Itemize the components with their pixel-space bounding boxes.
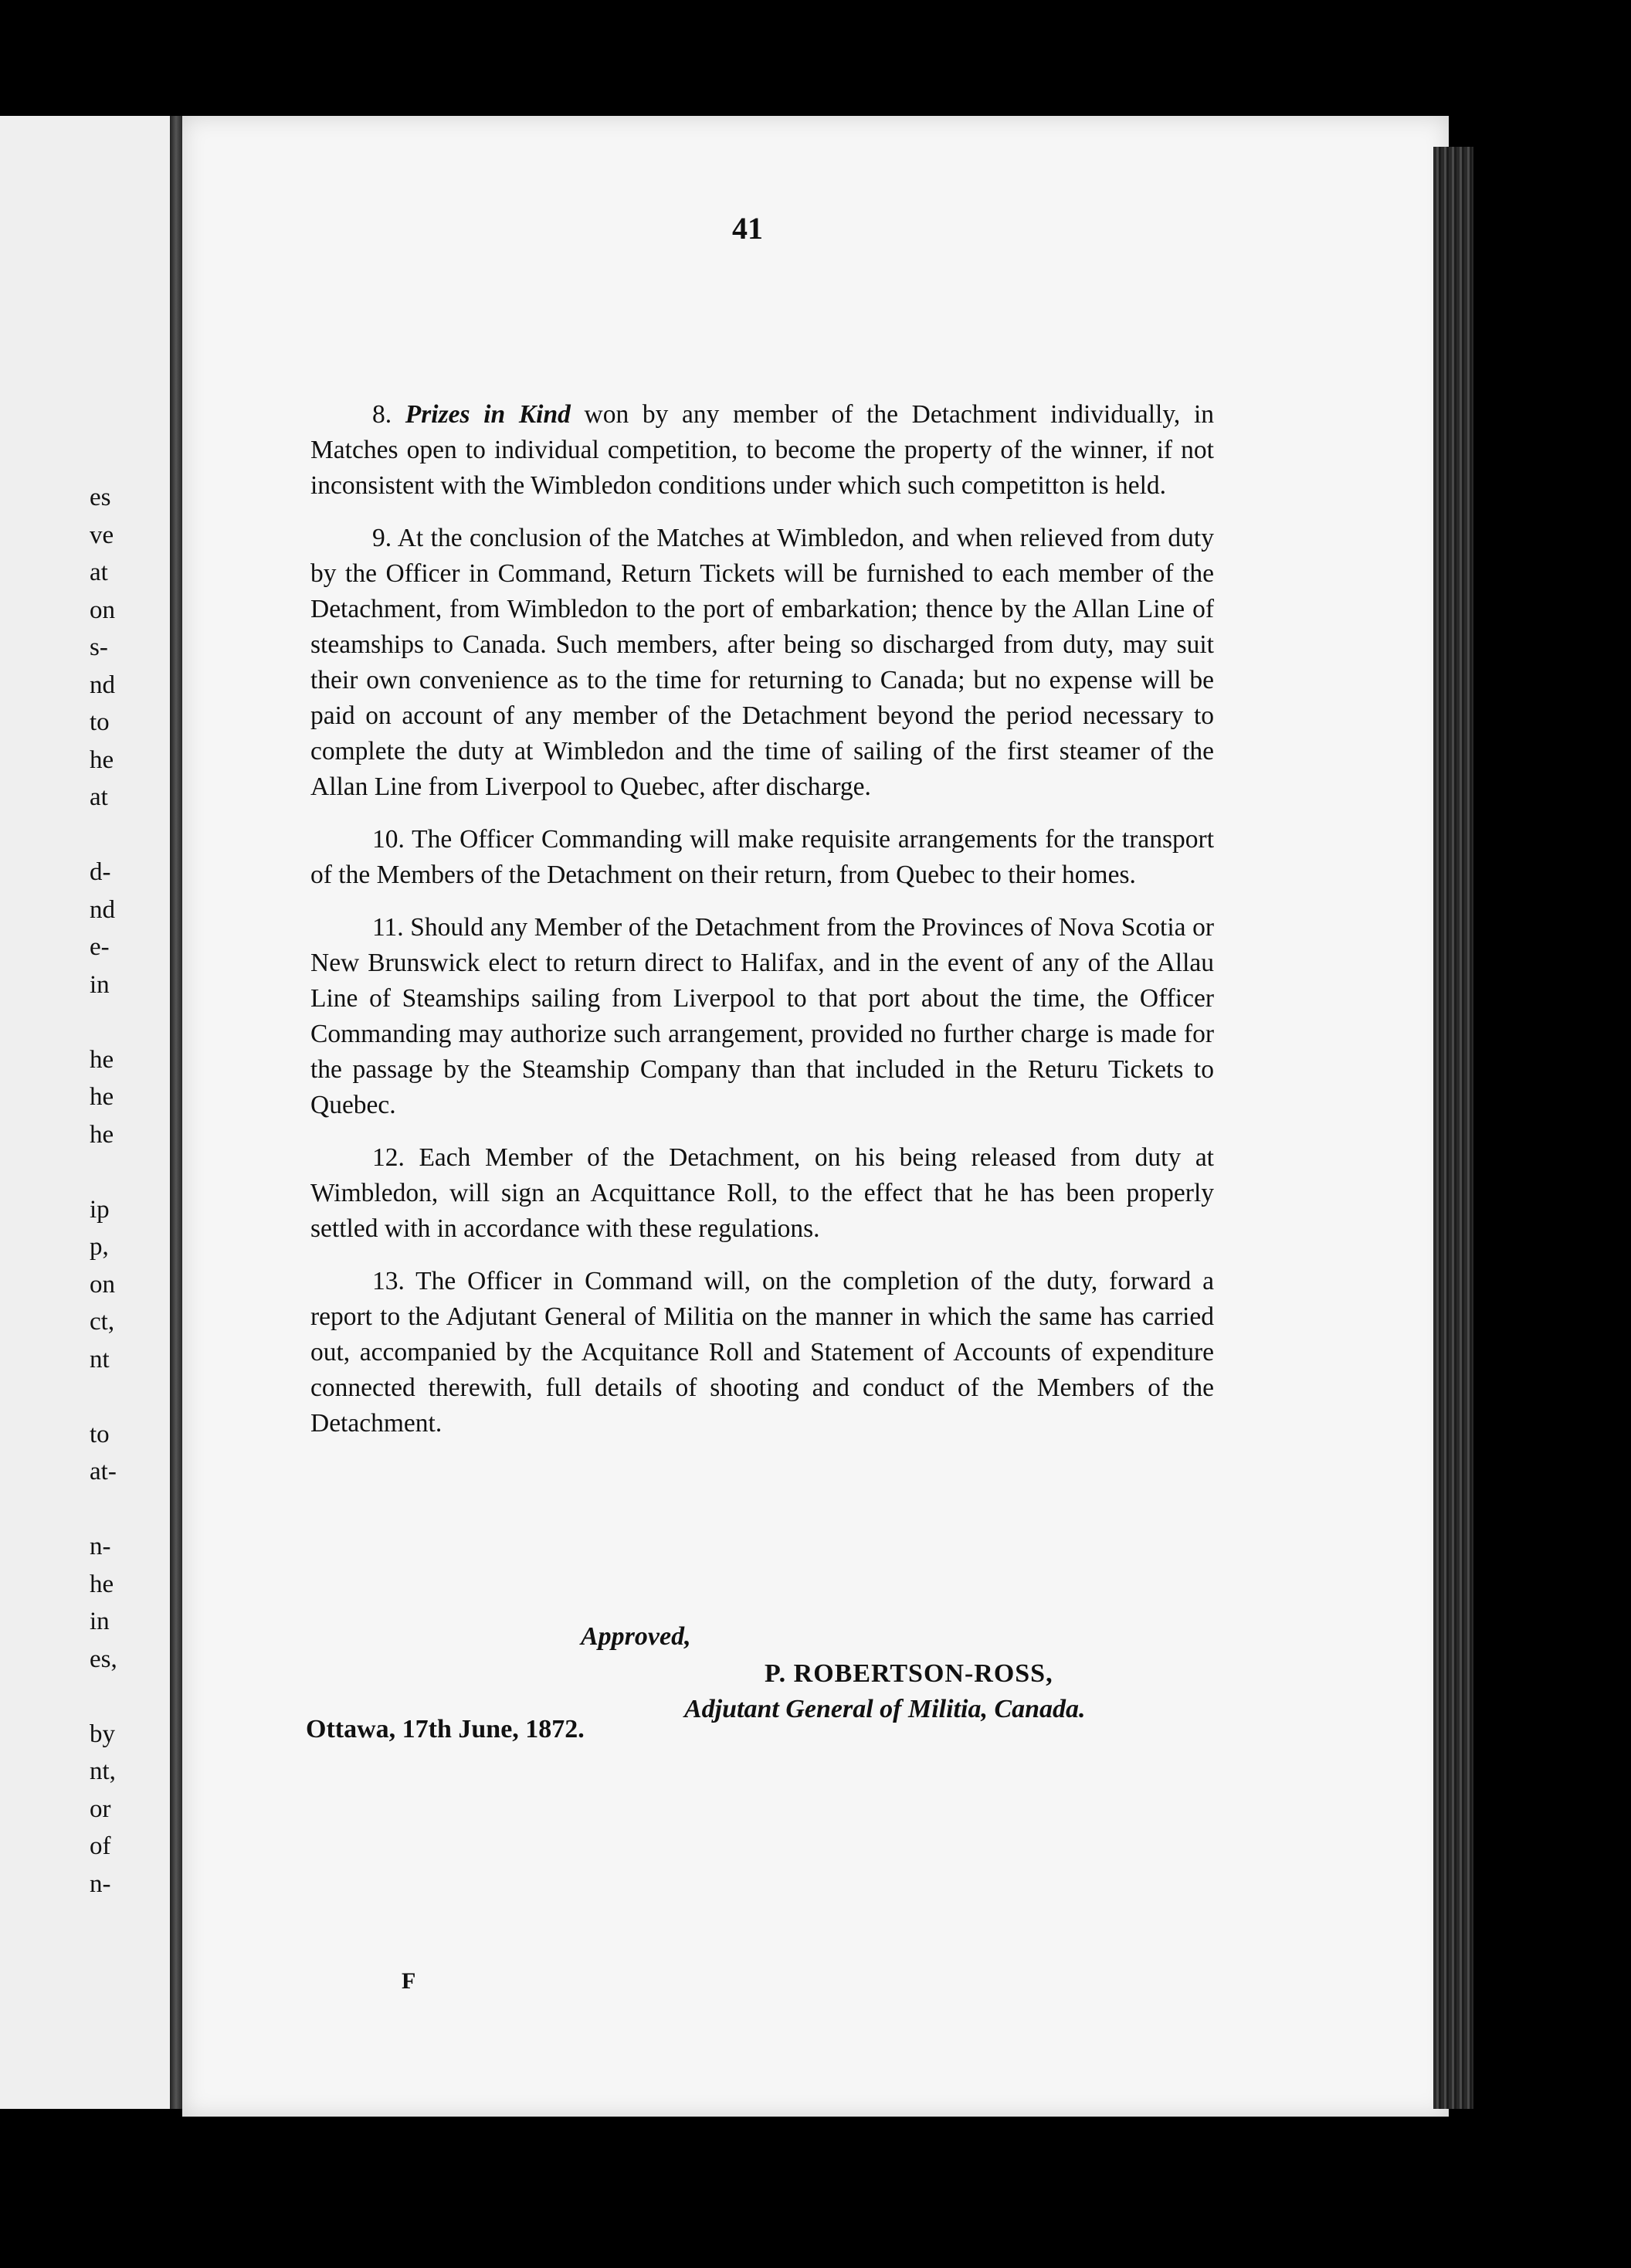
- paragraph-number: 10.: [372, 825, 405, 854]
- left-page-fragment: [90, 1491, 159, 1529]
- paragraph-text: Each Member of the Detachment, on his being released from duty at Wimbledon, will sign an Acquittance Roll, to the effect that he has been properly settled with in accordance with these regulations.: [310, 1143, 1214, 1243]
- left-page-fragment: of: [90, 1832, 111, 1860]
- paragraph-text: Should any Member of the Detachment from the Provinces of Nova Scotia or New Brunswick elect to return direct to Halifax, and in the event of any of the Allau Line of Steamships sailing from Liverpool to that port about the time, the Officer Commanding may authorize such arrangement, provided no further charge is made for the passage by the Steamship Company than that included in the Returu Tickets to Quebec.: [310, 913, 1214, 1119]
- signatory-name: P. ROBERTSON-ROSS,: [765, 1659, 1053, 1688]
- left-page-fragment: he: [90, 1045, 114, 1074]
- left-page-fragment: [90, 1003, 159, 1041]
- signatory-title: Adjutant General of Militia, Canada.: [684, 1695, 1086, 1723]
- left-page-fragment: n-: [90, 1533, 111, 1560]
- left-page-fragment: by: [90, 1720, 115, 1748]
- left-page-fragment: p,: [90, 1233, 109, 1261]
- left-page-fragment: to: [90, 1420, 110, 1448]
- left-page-fragment: s-: [90, 633, 108, 661]
- left-page-fragment: es: [90, 484, 111, 511]
- left-page-fragment: nt,: [90, 1757, 116, 1785]
- paragraph-text: The Officer Commanding will make requisite arrangements for the transport of the Members of the Detachment on their return, from Quebec to their homes.: [310, 825, 1214, 889]
- left-page-fragment: he: [90, 1120, 114, 1149]
- left-page-fragment: he: [90, 1570, 114, 1598]
- left-page-text-fragments: [90, 479, 159, 1903]
- paragraph-number: 9.: [372, 524, 392, 552]
- paragraph-text: The Officer in Command will, on the completion of the duty, forward a report to the Adjutant General of Militia on the manner in which the same has carried out, accompanied by the Acquitance Roll and Statement of Accounts of expenditure connected therewith, full details of shooting and conduct of the Members of the Detachment.: [310, 1267, 1214, 1438]
- left-page-fragment: e-: [90, 933, 110, 961]
- left-page-fragment: at: [90, 783, 108, 811]
- left-page-fragment: or: [90, 1794, 111, 1823]
- left-page-fragment: at-: [90, 1458, 117, 1485]
- paragraph-text: At the conclusion of the Matches at Wimbledon, and when relieved from duty by the Officer in Command, Return Tickets will be furnished to each member of the Detachment, from Wimbledon to the port of embarkation; thence by the Allan Line of steamships to Canada. Such members, after being so discharged from duty, may suit their own convenience as to the time for returning to Canada; but no expense will be paid on account of any member of the Detachment beyond the period necessary to complete the duty at Wimbledon and the time of sailing of the first steamer of the Allan Line from Liverpool to Quebec, after discharge.: [310, 524, 1214, 801]
- left-page-fragment: ve: [90, 521, 114, 549]
- paragraph-number: 11.: [372, 913, 404, 942]
- left-page-fragment: ip: [90, 1195, 110, 1224]
- left-page-fragment: [90, 817, 159, 854]
- left-page-fragment: [90, 1378, 159, 1416]
- paragraph-lead-italic: Prizes in Kind: [405, 400, 571, 429]
- left-page-fragment: he: [90, 745, 114, 774]
- paragraph-10: [310, 822, 1214, 893]
- paragraph-number: 13.: [372, 1267, 405, 1295]
- regulations-body: [310, 397, 1214, 1458]
- approved-label: Approved,: [581, 1622, 691, 1651]
- paragraph-number: 8.: [372, 400, 392, 429]
- left-page-fragment: on: [90, 1270, 115, 1299]
- paragraph-13: [310, 1264, 1214, 1441]
- paragraph-8: [310, 397, 1214, 504]
- left-page-fragment: to: [90, 708, 110, 736]
- page-edges: [1433, 147, 1473, 2109]
- left-page-fragment: es,: [90, 1645, 117, 1673]
- paragraph-text: won by any member of the Detachment individually, in Matches open to individual competition, to become the property of the winner, if not inconsistent with the Wimbledon conditions under which such competitton is held.: [310, 400, 1215, 500]
- signature-mark: F: [402, 1968, 416, 1994]
- left-page-fragment: n-: [90, 1869, 111, 1898]
- left-page-fragment: at: [90, 559, 108, 586]
- left-page-fragment: he: [90, 1083, 114, 1111]
- paragraph-12: [310, 1140, 1214, 1247]
- left-page-fragment: ct,: [90, 1308, 115, 1336]
- left-page-fragment: on: [90, 596, 115, 624]
- left-facing-page: [0, 116, 170, 2109]
- left-page-fragment: in: [90, 970, 110, 999]
- left-page-fragment: nt: [90, 1345, 110, 1373]
- paragraph-9: [310, 521, 1214, 805]
- page-number: 41: [732, 211, 763, 246]
- paragraph-number: 12.: [372, 1143, 405, 1172]
- left-page-fragment: nd: [90, 895, 115, 924]
- paragraph-11: [310, 910, 1214, 1123]
- left-page-fragment: in: [90, 1608, 110, 1635]
- left-page-fragment: d-: [90, 858, 111, 886]
- left-page-fragment: [90, 1153, 159, 1191]
- left-page-fragment: [90, 1678, 159, 1716]
- left-page-fragment: nd: [90, 671, 115, 699]
- place-date: Ottawa, 17th June, 1872.: [306, 1715, 585, 1743]
